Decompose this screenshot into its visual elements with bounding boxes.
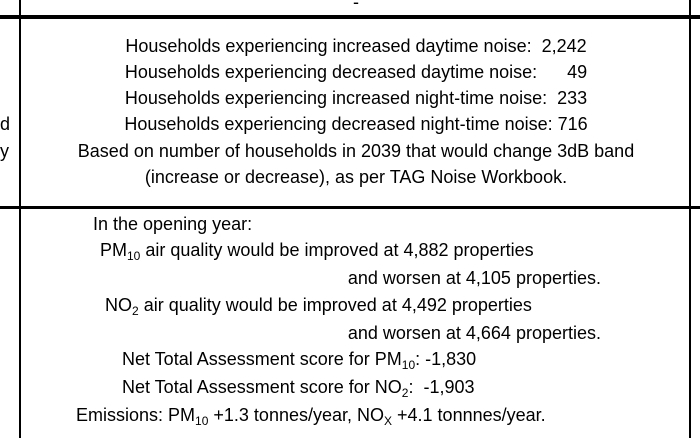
aq-no2-improved-text: air quality would be improved at 4,492 properties [138, 295, 532, 315]
left-column-fragment-1: d [0, 114, 11, 134]
aq-emissions-label: Emissions: PM [76, 405, 196, 425]
aq-emissions [76, 405, 546, 428]
noise-decreased-daytime: Households experiencing decreased daytime noise: 49 [124, 62, 588, 82]
aq-net-pm10-subscript: 10 [401, 358, 416, 372]
table-header-rule [0, 15, 700, 19]
aq-pm10-improved [100, 240, 534, 263]
noise-increased-daytime: Households experiencing increased daytime noise: 2,242 [125, 36, 587, 56]
aq-net-no2 [122, 377, 475, 400]
left-column-fragment-2: y [0, 141, 9, 161]
noise-basis-line-2: (increase or decrease), as per TAG Noise Workbook. [144, 167, 568, 187]
aq-emissions-nox-subscript: X [384, 414, 393, 428]
aq-net-pm10-label: Net Total Assessment score for PM [122, 349, 402, 369]
aq-no2-subscript: 2 [132, 304, 139, 318]
top-row-cell-value: - [353, 0, 359, 12]
aq-net-no2-subscript: 2 [401, 386, 409, 400]
table-left-border [19, 0, 21, 438]
noise-increased-night: Households experiencing increased night-time noise: 233 [124, 88, 588, 108]
aq-pm10-worsen: and worsen at 4,105 properties. [347, 268, 601, 288]
table-right-border [689, 0, 691, 438]
aq-emissions-pm-subscript: 10 [195, 414, 209, 428]
aq-no2-label: NO [105, 295, 132, 315]
aq-net-pm10 [122, 349, 477, 372]
aq-net-no2-label: Net Total Assessment score for NO [122, 377, 402, 397]
aq-emissions-mid: +1.3 tonnes/year, NO [208, 405, 384, 425]
noise-decreased-night: Households experiencing decreased night-time noise: 716 [124, 114, 588, 134]
aq-net-pm10-value: : -1,830 [415, 349, 477, 369]
aq-no2-improved [105, 295, 532, 318]
aq-intro: In the opening year: [93, 214, 253, 234]
aq-net-no2-value: : -1,903 [408, 377, 475, 397]
table-row-divider [0, 206, 700, 209]
noise-basis-line-1: Based on number of households in 2039 that would change 3dB band [77, 141, 635, 161]
aq-emissions-value: +4.1 tonnnes/year. [392, 405, 546, 425]
aq-no2-worsen: and worsen at 4,664 properties. [347, 323, 601, 343]
aq-pm10-label: PM [100, 240, 127, 260]
aq-pm10-subscript: 10 [127, 249, 141, 263]
aq-pm10-improved-text: air quality would be improved at 4,882 properties [140, 240, 534, 260]
